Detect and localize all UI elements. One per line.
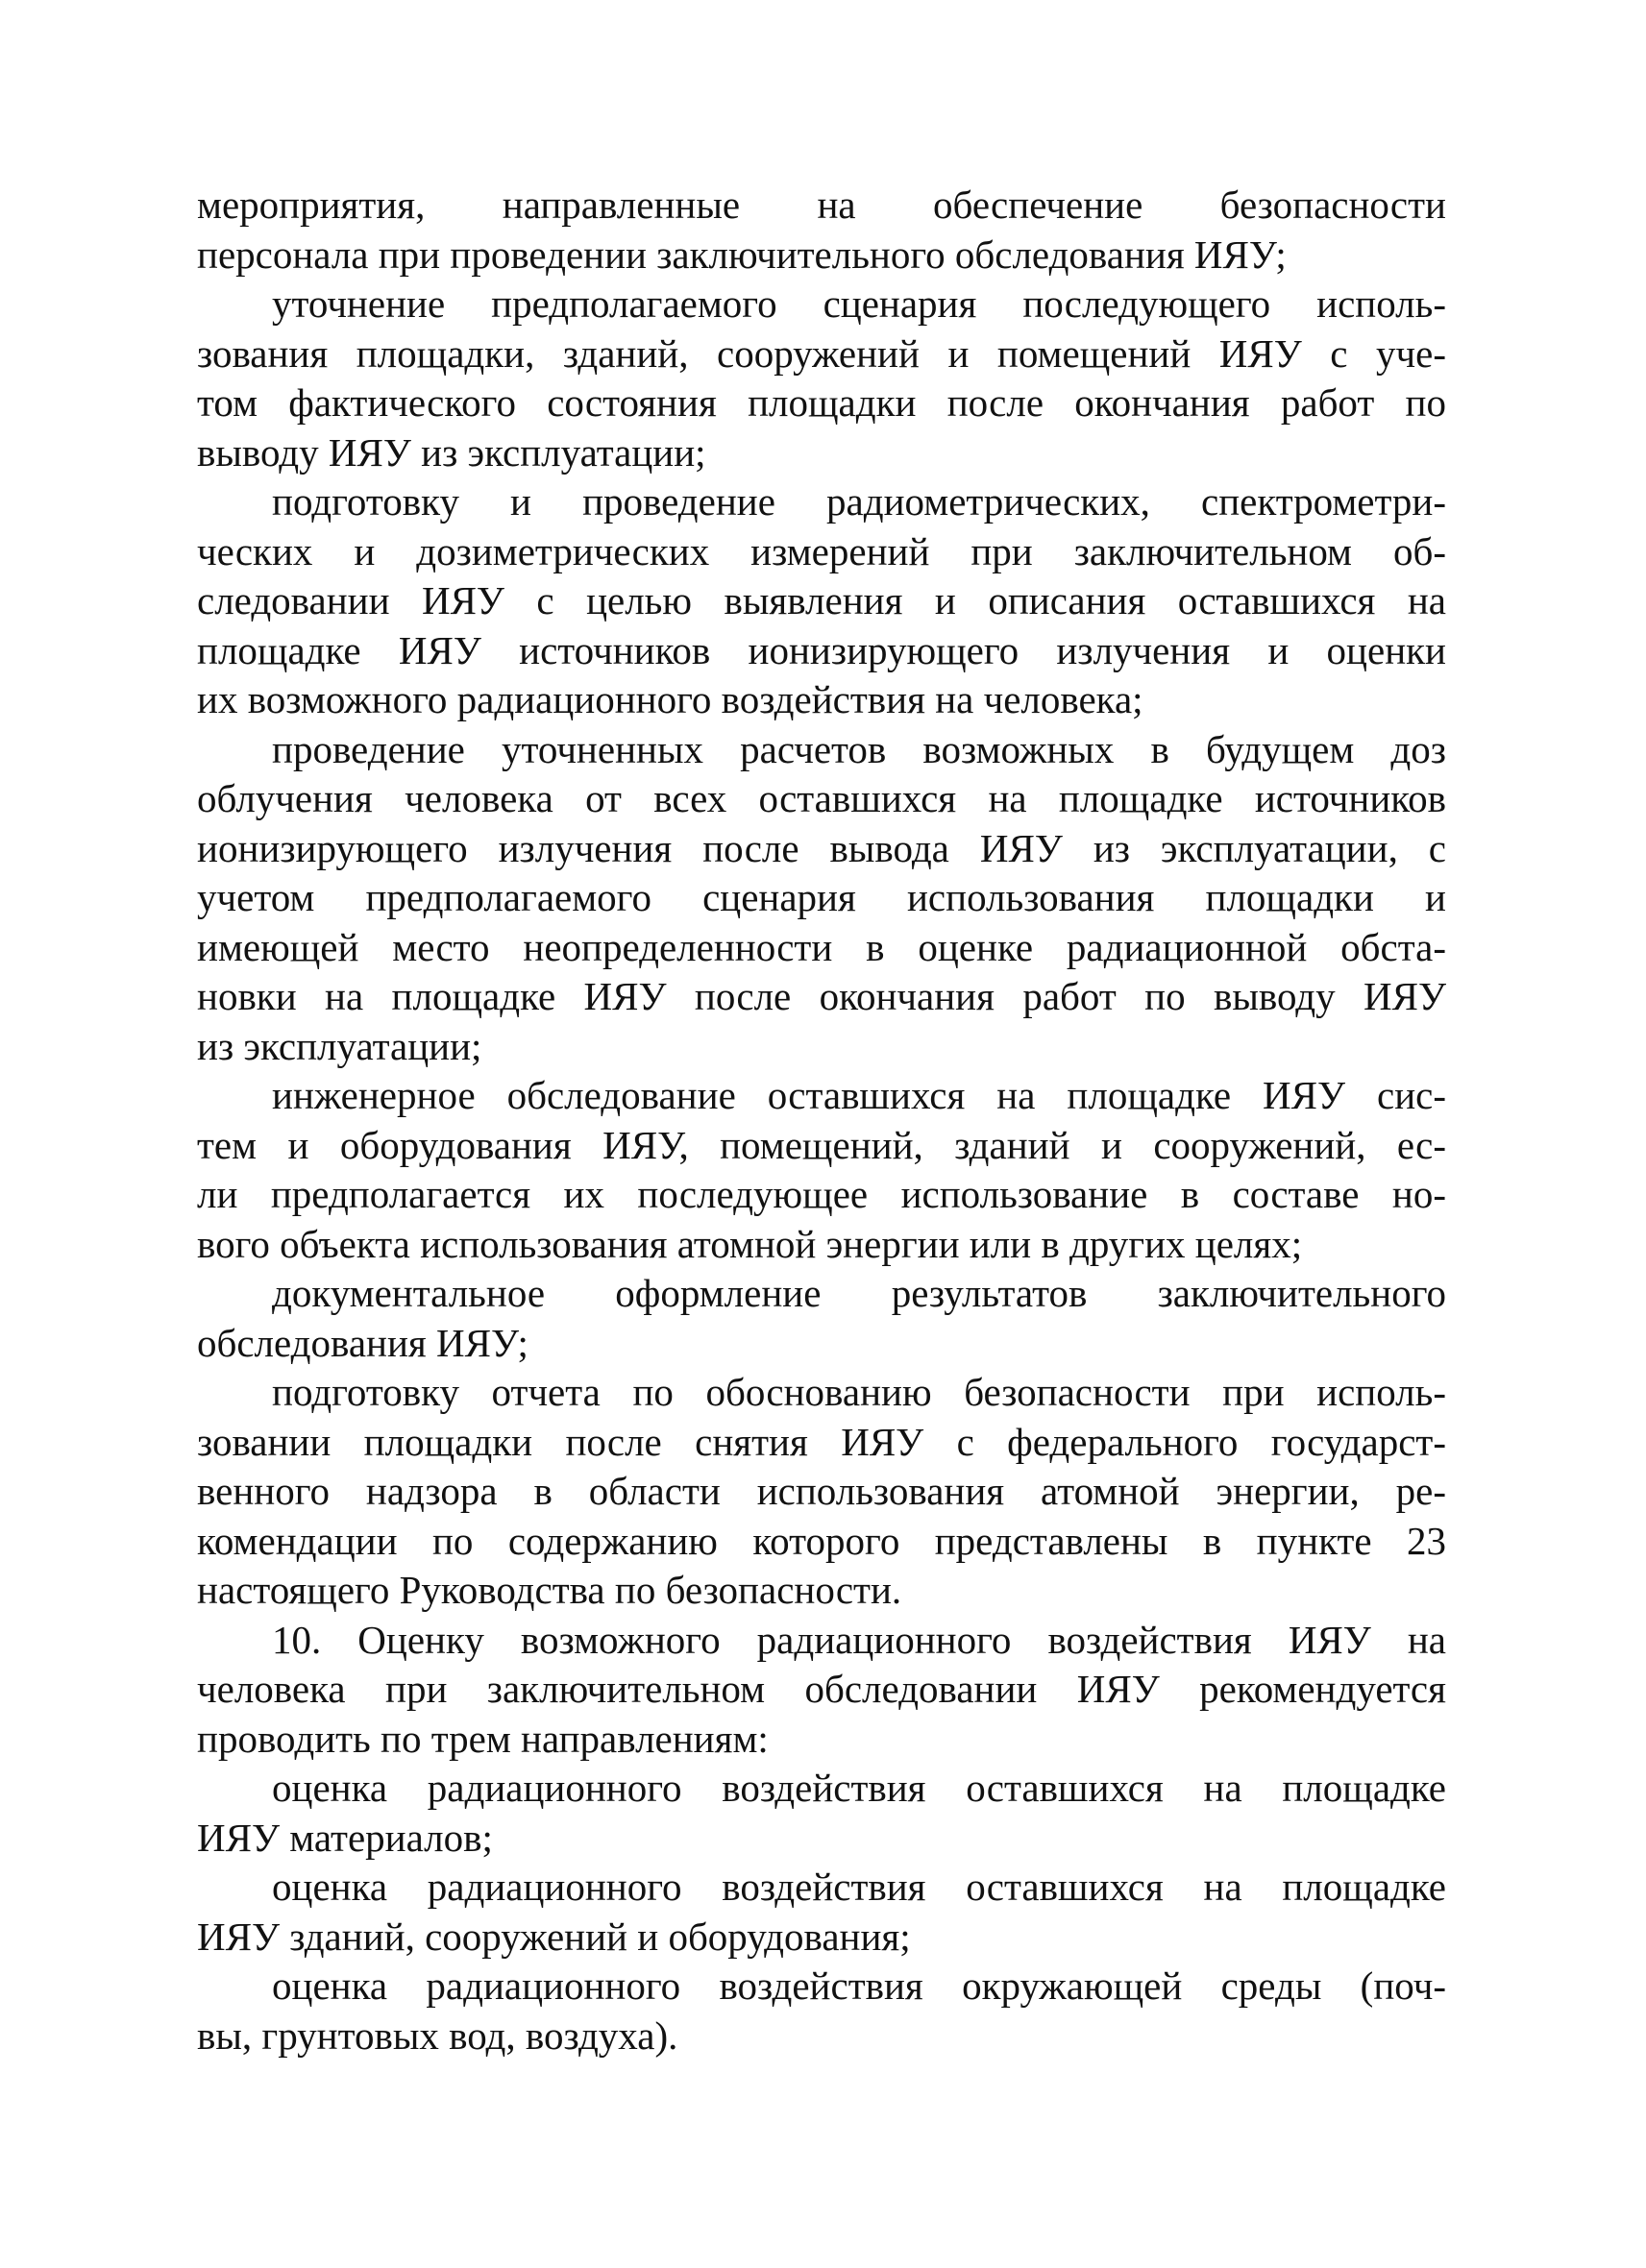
text-line: зовании площадки после снятия ИЯУ с федерального государст- [197,1419,1446,1464]
text-line: подготовку отчета по обоснованию безопасности при исполь- [272,1370,1446,1414]
text-line: учетом предполагаемого сценария использования площадки и [197,875,1446,919]
text-line: облучения человека от всех оставшихся на площадке источников [197,776,1446,820]
text-line: зования площадки, зданий, сооружений и помещений ИЯУ с уче- [197,330,1446,376]
paragraph-report [197,1368,1446,1616]
text-line: выводу ИЯУ из эксплуатации; [197,429,706,475]
text-line: тем и оборудования ИЯУ, помещений, зданий и сооружений, ес- [197,1122,1446,1167]
text-line: мероприятия, направленные на обеспечение безопасности [197,183,1446,227]
text-line: вого объекта использования атомной энергии или в других целях; [197,1221,1303,1266]
text-line: обследования ИЯУ; [197,1320,528,1365]
text-line: уточнение предполагаемого сценария последующего исполь- [272,281,1446,326]
paragraph-engineering [197,1071,1446,1269]
text-line: персонала при проведении заключительного обследования ИЯУ; [197,232,1287,277]
text-line: их возможного радиационного воздействия на человека; [197,677,1143,721]
text-line: оценка радиационного воздействия оставшихся на площадке [272,1865,1446,1909]
text-line: человека при заключительном обследовании ИЯУ рекомендуется [197,1667,1446,1711]
text-line: настоящего Руководства по безопасности. [197,1568,902,1612]
paragraph-calculations [197,725,1446,1072]
paragraph-environment [197,1962,1446,2061]
text-line: подготовку и проведение радиометрических, спектрометри- [272,479,1446,524]
text-line: проводить по трем направлениям: [197,1716,769,1761]
paragraph-continuation [197,181,1446,280]
document-page [197,181,1446,2061]
text-line: ионизирующего излучения после вывода ИЯУ из эксплуатации, с [197,825,1446,870]
text-line: венного надзора в области использования атомной энергии, ре- [197,1469,1446,1513]
paragraph-documentation [197,1269,1446,1368]
paragraph-materials [197,1764,1446,1863]
text-line: документальное оформление результатов заключительного [272,1271,1446,1315]
text-line: из эксплуатации; [197,1023,482,1068]
text-line: ческих и дозиметрических измерений при заключительном об- [197,528,1446,573]
text-line: оценка радиационного воздействия окружающей среды (поч- [272,1963,1446,2008]
text-line: имеющей место неопределенности в оценке радиационной обста- [197,924,1446,969]
paragraph-buildings [197,1863,1446,1962]
text-line: ИЯУ зданий, сооружений и оборудования; [197,1914,911,1959]
text-line: комендации по содержанию которого представлены в пункте 23 [197,1518,1446,1563]
paragraph-item-10 [197,1616,1446,1765]
text-line: ИЯУ материалов; [197,1815,493,1860]
text-line: том фактического состояния площадки после окончания работ по [197,380,1446,425]
text-line: площадке ИЯУ источников ионизирующего излучения и оценки [197,627,1446,672]
text-line: вы, грунтовых вод, воздуха). [197,2012,678,2058]
text-line: следовании ИЯУ с целью выявления и описания оставшихся на [197,578,1446,622]
text-line: оценка радиационного воздействия оставшихся на площадке [272,1766,1446,1810]
text-line: ли предполагается их последующее использование в составе но- [197,1172,1446,1216]
text-line: новки на площадке ИЯУ после окончания работ по выводу ИЯУ [197,974,1446,1018]
text-line: проведение уточненных расчетов возможных в будущем доз [272,726,1446,771]
text-line: инженерное обследование оставшихся на площадке ИЯУ сис- [272,1073,1446,1117]
paragraph-scenario [197,280,1446,477]
text-line: 10. Оценку возможного радиационного воздействия ИЯУ на [272,1617,1446,1662]
paragraph-measurements [197,477,1446,725]
